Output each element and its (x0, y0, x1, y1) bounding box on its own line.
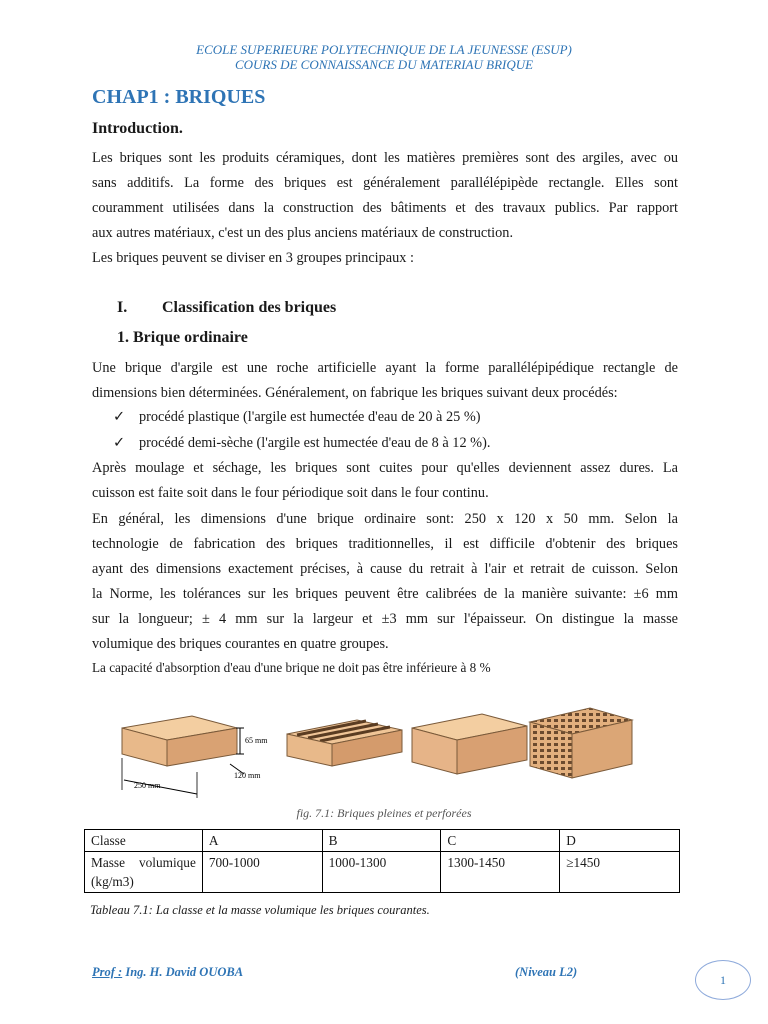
footer-author (92, 965, 243, 980)
brick-figure (112, 706, 662, 802)
table-header-cell: Classe (85, 830, 203, 852)
text-line: En général, les dimensions d'une brique ordinaire sont: 250 x 120 x 50 mm. Selon la (92, 511, 678, 527)
checklist-item (113, 431, 490, 456)
table-class-cell: B (322, 830, 441, 852)
checklist-text: procédé plastique (l'argile est humectée d'eau de 20 à 25 %) (139, 409, 481, 425)
text-line: ayant des dimensions exactement précises, à cause du retrait à l'air et retrait de cuisson. Selon (92, 561, 678, 577)
absorption-note: La capacité d'absorption d'eau d'une brique ne doit pas être inférieure à 8 % (92, 660, 491, 675)
figure-caption: fig. 7.1: Briques pleines et perforées (296, 806, 472, 820)
footer-prof-label: Prof : (92, 965, 123, 979)
text-line: couramment utilisées dans la construction des bâtiments et des travaux publics. Par rapport (92, 200, 678, 216)
page-number: 1 (695, 960, 751, 1000)
table-caption: Tableau 7.1: La classe et la masse volumique les briques courantes. (90, 903, 430, 917)
table-class-cell: A (202, 830, 322, 852)
subsection-heading-brique-ordinaire: 1. Brique ordinaire (117, 329, 248, 346)
header-school-name: ECOLE SUPERIEURE POLYTECHNIQUE DE LA JEUNESSE (ESUP) (196, 42, 572, 57)
intro-paragraph (92, 146, 678, 246)
text-line: Une brique d'argile est une roche artificielle ayant la forme parallélépipédique rectangle de (92, 360, 678, 376)
brique-paragraph (92, 356, 678, 406)
solid-brick (412, 714, 527, 774)
checklist-text: procédé demi-sèche (l'argile est humectée d'eau de 8 à 12 %). (139, 435, 491, 451)
intro-heading: Introduction. (92, 120, 183, 137)
header-course-name: COURS DE CONNAISSANCE DU MATERIAU BRIQUE (234, 57, 534, 72)
perforated-brick (530, 708, 632, 778)
text-line: Les briques sont les produits céramiques, dont les matières premières sont des argiles, avec ou (92, 150, 678, 166)
footer-level: (Niveau L2) (515, 965, 578, 979)
chapter-title: CHAP1 : BRIQUES (92, 86, 266, 108)
dim-width-label: 120 mm (234, 771, 261, 780)
text-line: dimensions bien déterminées. Généralement, on fabrique les briques suivant deux procédés: (92, 385, 618, 401)
text-line: Après moulage et séchage, les briques sont cuites pour qu'elles deviennent assez dures. La (92, 460, 678, 476)
checkmark-icon: ✓ (113, 435, 125, 451)
checkmark-icon: ✓ (113, 409, 125, 425)
table-row-label: Masse volumique (kg/m3) (85, 852, 203, 893)
table-value-cell: ≥1450 (560, 852, 680, 893)
text-line: technologie de fabrication des briques traditionnelles, il est difficile d'obtenir des briques (92, 536, 678, 552)
density-table (84, 829, 680, 893)
section-title: Classification des briques (162, 299, 337, 316)
text-line: sans additifs. La forme des briques est généralement parallélépipède rectangle. Elles sont (92, 175, 678, 191)
dim-length-label: 250 mm (134, 781, 161, 790)
grooved-brick (287, 720, 402, 766)
text-line: volumique des briques courantes en quatre groupes. (92, 636, 389, 652)
text-line: aux autres matériaux, c'est un des plus anciens matériaux de construction. (92, 225, 514, 241)
checklist-item (113, 405, 481, 430)
table-class-cell: D (560, 830, 680, 852)
page-header (0, 42, 768, 72)
text-line: cuisson est faite soit dans le four périodique soit dans le four continu. (92, 485, 489, 501)
table-value-cell: 1000-1300 (322, 852, 441, 893)
cuisson-paragraph (92, 456, 678, 506)
footer-prof-name: Ing. H. David OUOBA (122, 965, 244, 979)
table-value-cell: 700-1000 (202, 852, 322, 893)
text-line: la Norme, les tolérances sur les briques peuvent être calibrées de la manière suivante: ±6 mm (92, 586, 678, 602)
table-row (85, 852, 680, 893)
dim-height-label: 65 mm (245, 736, 268, 745)
groups-line: Les briques peuvent se diviser en 3 groupes principaux : (92, 250, 414, 266)
text-line: sur la longueur; ± 4 mm sur la largeur et ±3 mm sur l'épaisseur. On distingue la masse (92, 611, 678, 627)
table-class-cell: C (441, 830, 560, 852)
section-number: I. (117, 299, 128, 316)
table-value-cell: 1300-1450 (441, 852, 560, 893)
section-heading-classification (117, 299, 336, 317)
dimensions-paragraph (92, 507, 678, 657)
table-row (85, 830, 680, 852)
